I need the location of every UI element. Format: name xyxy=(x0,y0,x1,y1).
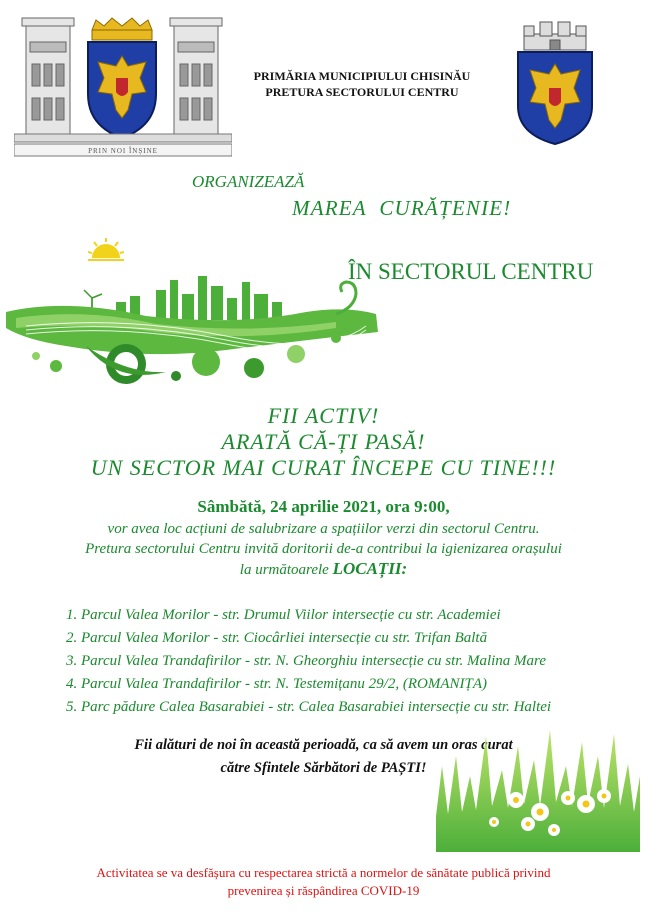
location-item-5: 5. Parc pădure Calea Basarabiei - str. Calea Basarabiei intersecție cu str. Haltei xyxy=(66,699,552,715)
slogan-line-2: ARATĂ CĂ-ȚI PASĂ! xyxy=(221,429,426,454)
covid-notice-line-1: Activitatea se va desfășura cu respectarea strictă a normelor de sănătate publică privind xyxy=(96,865,551,880)
event-description xyxy=(0,519,647,580)
right-tower xyxy=(170,18,222,134)
event-title: MAREA CURĂȚENIE! xyxy=(292,196,512,220)
locations-list xyxy=(66,604,551,719)
description-line-2: Pretura sectorului Centru invită doritorii de-a contribui la igienizarea orașului xyxy=(85,541,562,557)
grass-daisies-illustration xyxy=(436,726,640,852)
covid-notice xyxy=(0,864,647,900)
location-item-3: 3. Parcul Valea Trandafirilor - str. N. Gheorghiu intersecție cu str. Malina Mare xyxy=(66,653,546,669)
chisinau-emblem xyxy=(14,14,232,160)
sector-title: ÎN SECTORUL CENTRU xyxy=(348,259,594,284)
sector-emblem xyxy=(514,20,596,146)
institution-header xyxy=(232,68,492,100)
crown xyxy=(92,18,152,30)
location-item-4: 4. Parcul Valea Trandafirilor - str. N. Testemițanu 29/2, (ROMANIȚA) xyxy=(66,676,487,692)
closing-line-2: către Sfintele Sărbători de PAȘTI! xyxy=(220,760,427,776)
emblem-motto: PRIN NOI ÎNȘINE xyxy=(88,147,158,155)
locations-heading: LOCAȚII: xyxy=(332,559,408,578)
sun-icon xyxy=(88,238,124,262)
eco-city-illustration xyxy=(6,268,386,392)
tower-crown xyxy=(524,22,586,50)
organizeaza-label: ORGANIZEAZĂ xyxy=(192,172,305,191)
location-item-1: 1. Parcul Valea Morilor - str. Drumul Viilor intersecție cu str. Academiei xyxy=(66,607,501,623)
header-line-1: PRIMĂRIA MUNICIPIULUI CHISINĂU xyxy=(253,69,471,83)
locations-prefix: la următoarele xyxy=(239,562,333,578)
header-line-2: PRETURA SECTORULUI CENTRU xyxy=(265,85,459,99)
slogan-line-3: UN SECTOR MAI CURAT ÎNCEPE CU TINE!!! xyxy=(90,455,557,480)
covid-notice-line-2: prevenirea și răspândirea COVID-19 xyxy=(227,883,420,898)
slogan xyxy=(0,403,647,481)
slogan-line-1: FII ACTIV! xyxy=(267,403,380,428)
closing-line-1: Fii alături de noi în această perioadă, ca să avem un oras curat xyxy=(134,737,513,753)
event-date: Sâmbătă, 24 aprilie 2021, ora 9:00, xyxy=(197,497,450,516)
description-line-1: vor avea loc acțiuni de salubrizare a spațiilor verzi din sectorul Centru. xyxy=(107,521,540,537)
location-item-2: 2. Parcul Valea Morilor - str. Ciocârliei intersecție cu str. Trifan Baltă xyxy=(66,630,488,646)
left-tower xyxy=(22,18,74,134)
description-line-3 xyxy=(0,559,647,580)
